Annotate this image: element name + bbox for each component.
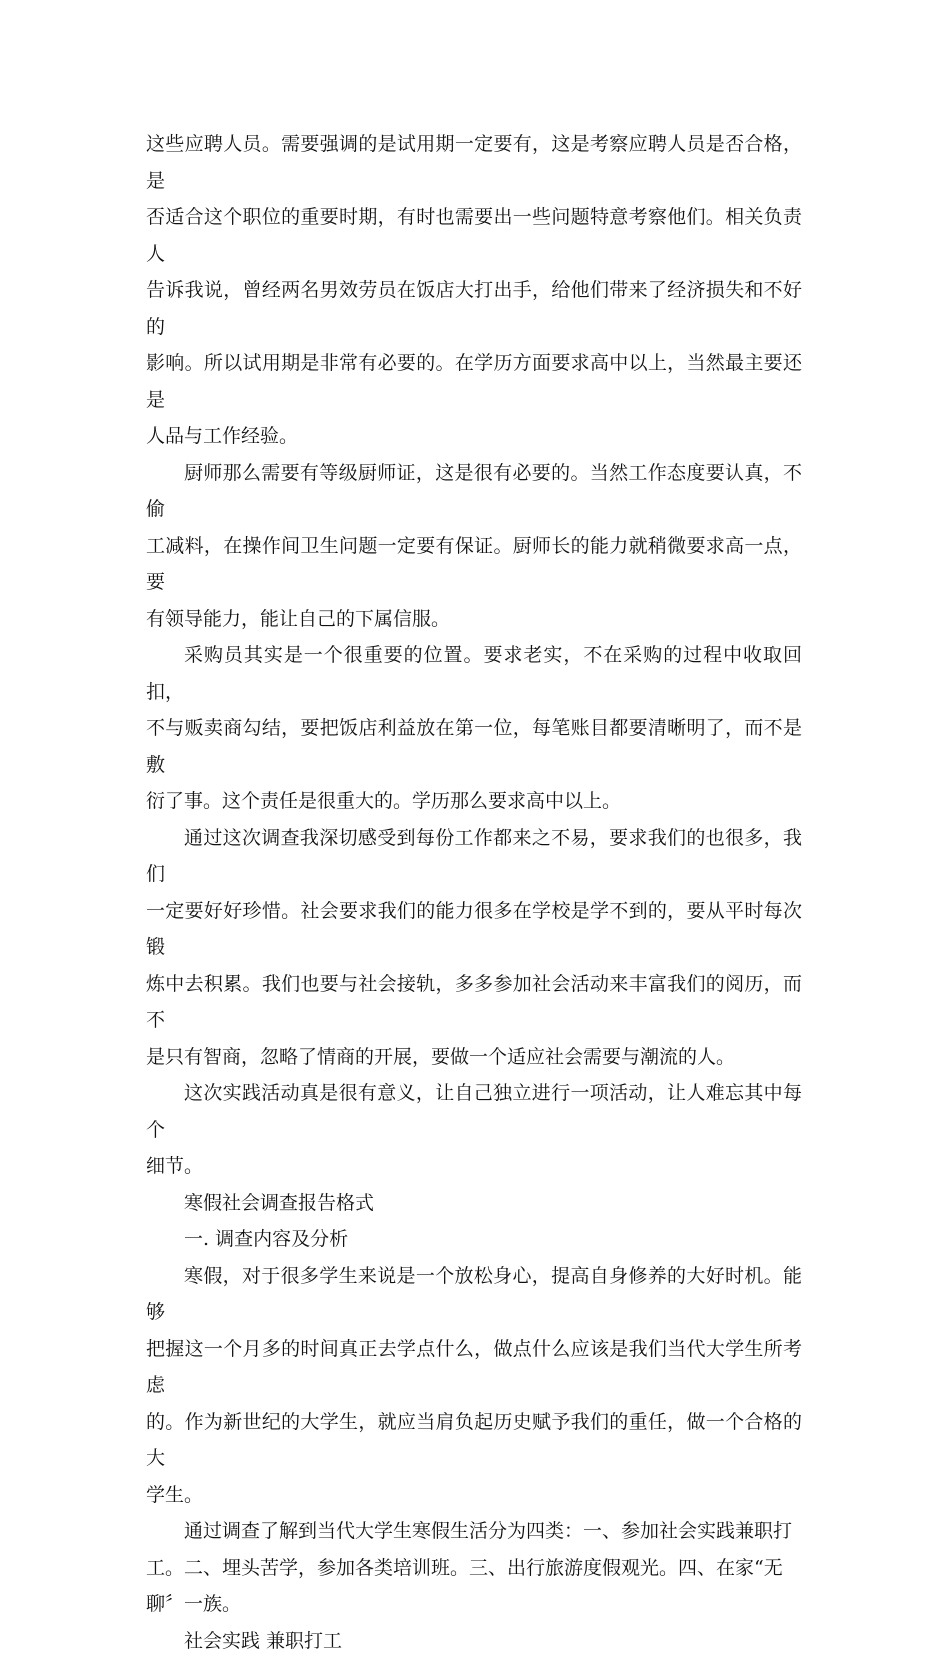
paragraph-1: 这些应聘人员。需要强调的是试用期一定要有，这是考察应聘人员是否合格，是 否适合这个职位的重要时期，有时也需要出一些问题特意考察他们。相关负责人 告诉我说，曾经两名男效劳员在饭店大打出手，给他们带来了经济损失和不好的 影响。所以试用期是非常有必要的。在学历方面要求高中以上，当然最主要还是 人品与工作经验。: [146, 126, 802, 455]
section-title: 寒假社会调查报告格式: [146, 1185, 802, 1222]
paragraph-9: 通过调查了解到当代大学生寒假生活分为四类：一、参加社会实践兼职打 工。二、埋头苦学，参加各类培训班。三、出行旅游度假观光。四、在家“无 聊〞一族。: [146, 1513, 802, 1623]
paragraph-5: 这次实践活动真是很有意义，让自己独立进行一项活动，让人难忘其中每个 细节。: [146, 1075, 802, 1185]
document-body: [146, 126, 802, 1659]
paragraph-3: 采购员其实是一个很重要的位置。要求老实，不在采购的过程中收取回扣， 不与贩卖商勾结，要把饭店利益放在第一位，每笔账目都要清晰明了，而不是敷 衍了事。这个责任是很重大的。学历那么要求高中以上。: [146, 637, 802, 820]
paragraph-2: 厨师那么需要有等级厨师证，这是很有必要的。当然工作态度要认真，不偷 工减料，在操作间卫生问题一定要有保证。厨师长的能力就稍微要求高一点，要 有领导能力，能让自己的下属信服。: [146, 455, 802, 638]
paragraph-4: 通过这次调查我深切感受到每份工作都来之不易，要求我们的也很多，我们 一定要好好珍惜。社会要求我们的能力很多在学校是学不到的，要从平时每次锻 炼中去积累。我们也要与社会接轨，多多参加社会活动来丰富我们的阅历，而不 是只有智商，忽略了情商的开展，要做一个适应社会需要与潮流的人。: [146, 820, 802, 1076]
subheading: 社会实践 兼职打工: [146, 1623, 802, 1659]
section-heading: 一. 调查内容及分析: [146, 1221, 802, 1258]
paragraph-8: 寒假，对于很多学生来说是一个放松身心，提高自身修养的大好时机。能够 把握这一个月多的时间真正去学点什么，做点什么应该是我们当代大学生所考虑 的。作为新世纪的大学生，就应当肩负起历史赋予我们的重任，做一个合格的大 学生。: [146, 1258, 802, 1514]
